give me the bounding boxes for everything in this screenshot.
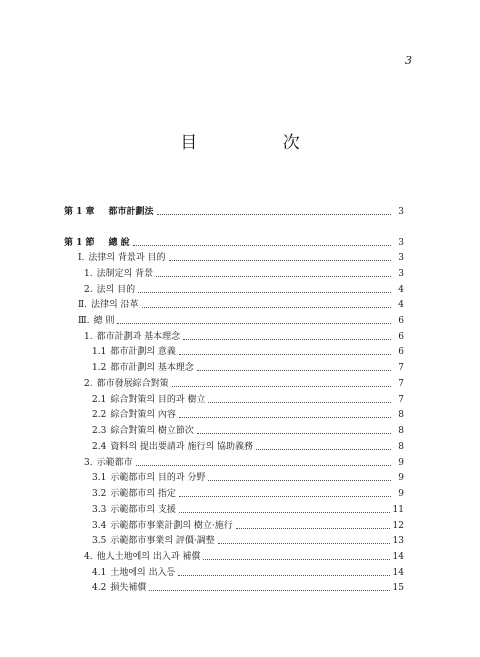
dot-leader (256, 448, 391, 450)
toc-entry-number: 3.3 (92, 505, 107, 515)
toc-entry-number: 1. (84, 269, 93, 279)
toc-entry-number: 2.3 (92, 426, 107, 436)
page-number: 3 (405, 54, 412, 67)
dot-leader (138, 291, 391, 293)
toc-entry-number: 3.2 (92, 489, 107, 499)
toc-entry[interactable] (64, 204, 404, 218)
toc-entry-title: 示範都市의 支援 (110, 505, 176, 515)
toc-entry-number: 1.2 (92, 363, 107, 373)
toc-entry-page: 7 (398, 395, 404, 405)
dot-leader (203, 558, 389, 560)
toc-entry-number: Ⅱ. (78, 300, 87, 310)
toc-entry-title: 示範都市의 指定 (110, 489, 176, 499)
dot-leader (117, 322, 391, 324)
toc-entry-title: 綜合對策의 內容 (110, 410, 176, 420)
toc-entry-number: Ⅲ. (78, 316, 90, 326)
toc-entry-title: 示範都市 (96, 458, 133, 468)
toc-entry-page: 4 (398, 285, 404, 295)
toc-entry-page: 11 (392, 505, 404, 515)
toc-entry-number: 2.1 (92, 395, 107, 405)
dot-leader (197, 432, 391, 434)
toc-entry-page: 3 (398, 207, 404, 217)
toc-entry-title: 損失補償 (110, 583, 147, 593)
dot-leader (136, 464, 391, 466)
toc-entry-page: 12 (392, 521, 404, 531)
toc-entry-page: 7 (398, 363, 404, 373)
dot-leader (208, 479, 391, 481)
toc-entry-number: 1.1 (92, 347, 107, 357)
toc-entry-number: 3.5 (92, 536, 107, 546)
dot-leader (142, 306, 391, 308)
toc-entry-number: 第 1 節 (64, 238, 95, 248)
toc-entry-number: 3. (84, 458, 93, 468)
dot-leader (157, 213, 391, 215)
toc-entry-title: 示範都市事業의 評價·調整 (110, 536, 215, 546)
toc-entry[interactable] (64, 439, 404, 453)
toc-entry-title: 綜合對策의 樹立節次 (110, 426, 194, 436)
toc-entry-title: 法制定의 背景 (96, 269, 154, 279)
toc-entry-title: 他人土地에의 出入과 補償 (96, 552, 201, 562)
toc-entry[interactable] (64, 533, 404, 547)
toc-entry-page: 14 (392, 568, 404, 578)
dot-leader (172, 385, 391, 387)
toc-entry[interactable] (64, 470, 404, 484)
toc-entry-number: 2. (84, 379, 93, 389)
dot-leader (149, 589, 389, 591)
toc-entry[interactable] (64, 250, 404, 264)
toc-entry-number: Ⅰ. (78, 253, 85, 263)
toc-entry-number: 4.2 (92, 583, 107, 593)
toc-entry-page: 8 (398, 410, 404, 420)
toc-entry-number: 2.4 (92, 442, 107, 452)
toc-entry[interactable] (64, 313, 404, 327)
toc-entry[interactable] (64, 580, 404, 594)
dot-leader (133, 244, 391, 246)
toc-entry-number: 2.2 (92, 410, 107, 420)
toc-entry[interactable] (64, 376, 404, 390)
toc-entry-title: 總 則 (93, 316, 115, 326)
toc-entry[interactable] (64, 423, 404, 437)
dot-leader (179, 495, 391, 497)
toc-entry-page: 3 (398, 253, 404, 263)
dot-leader (179, 416, 391, 418)
toc-entry[interactable] (64, 392, 404, 406)
toc-entry-page: 6 (398, 347, 404, 357)
toc-entry-page: 4 (398, 300, 404, 310)
toc-entry-title: 法律의 背景과 目的 (88, 253, 166, 263)
dot-leader (178, 574, 389, 576)
dot-leader (179, 511, 390, 513)
toc-entry-number: 2. (84, 285, 93, 295)
toc-entry[interactable] (64, 282, 404, 296)
toc-entry[interactable] (64, 329, 404, 343)
toc-entry-page: 14 (392, 552, 404, 562)
dot-leader (179, 353, 391, 355)
toc-entry[interactable] (64, 486, 404, 500)
toc-entry-title: 總 說 (108, 238, 130, 248)
toc-title: 目 次 (180, 133, 340, 153)
toc-entry-page: 13 (392, 536, 404, 546)
toc-entry-page: 15 (392, 583, 404, 593)
toc-entry-page: 7 (398, 379, 404, 389)
toc-entry[interactable] (64, 455, 404, 469)
toc-entry-title: 都市發展綜合對策 (96, 379, 169, 389)
toc-entry[interactable] (64, 549, 404, 563)
toc-entry-page: 3 (398, 269, 404, 279)
toc-entry-page: 6 (398, 332, 404, 342)
dot-leader (236, 527, 390, 529)
toc-entry-number: 3.1 (92, 473, 107, 483)
toc-entry-title: 法律의 沿革 (90, 300, 139, 310)
toc-entry[interactable] (64, 266, 404, 280)
dot-leader (156, 275, 391, 277)
toc-entry-number: 3.4 (92, 521, 107, 531)
toc-entry-page: 3 (398, 238, 404, 248)
dot-leader (208, 401, 391, 403)
toc-entry[interactable] (64, 344, 404, 358)
toc-entry-title: 都市計劃의 意義 (110, 347, 176, 357)
toc-entry-title: 法의 目的 (96, 285, 136, 295)
toc-entry-title: 示範都市事業計劃의 樹立·施行 (110, 521, 233, 531)
toc-entry[interactable] (64, 297, 404, 311)
toc-entry-number: 1. (84, 332, 93, 342)
toc-entry-page: 8 (398, 442, 404, 452)
toc-entry-page: 9 (398, 489, 404, 499)
toc-entry-title: 資料의 提出要請과 施行의 協助義務 (110, 442, 253, 452)
toc-entry-title: 綜合對策의 目的과 樹立 (110, 395, 206, 405)
toc-entry-page: 9 (398, 473, 404, 483)
toc-entry-title: 土地에의 出入등 (110, 568, 176, 578)
toc-entry[interactable] (64, 565, 404, 579)
toc-entry-title: 都市計劃法 (108, 207, 154, 217)
dot-leader (197, 369, 391, 371)
toc-entry-title: 都市計劃의 基本理念 (110, 363, 194, 373)
toc-entry-number: 4. (84, 552, 93, 562)
toc-entry[interactable] (64, 235, 404, 249)
dot-leader (169, 259, 391, 261)
dot-leader (183, 338, 391, 340)
toc-entry[interactable] (64, 518, 404, 532)
toc-entry-page: 6 (398, 316, 404, 326)
dot-leader (218, 542, 390, 544)
toc-entry-number: 第 1 章 (64, 207, 95, 217)
toc-entry-number: 4.1 (92, 568, 107, 578)
toc-entry-title: 示範都市의 目的과 分野 (110, 473, 206, 483)
toc-entry-page: 9 (398, 458, 404, 468)
toc-entry-page: 8 (398, 426, 404, 436)
toc-entry-title: 都市計劃과 基本理念 (96, 332, 181, 342)
toc-entry[interactable] (64, 502, 404, 516)
toc-entry[interactable] (64, 360, 404, 374)
toc-entry[interactable] (64, 407, 404, 421)
